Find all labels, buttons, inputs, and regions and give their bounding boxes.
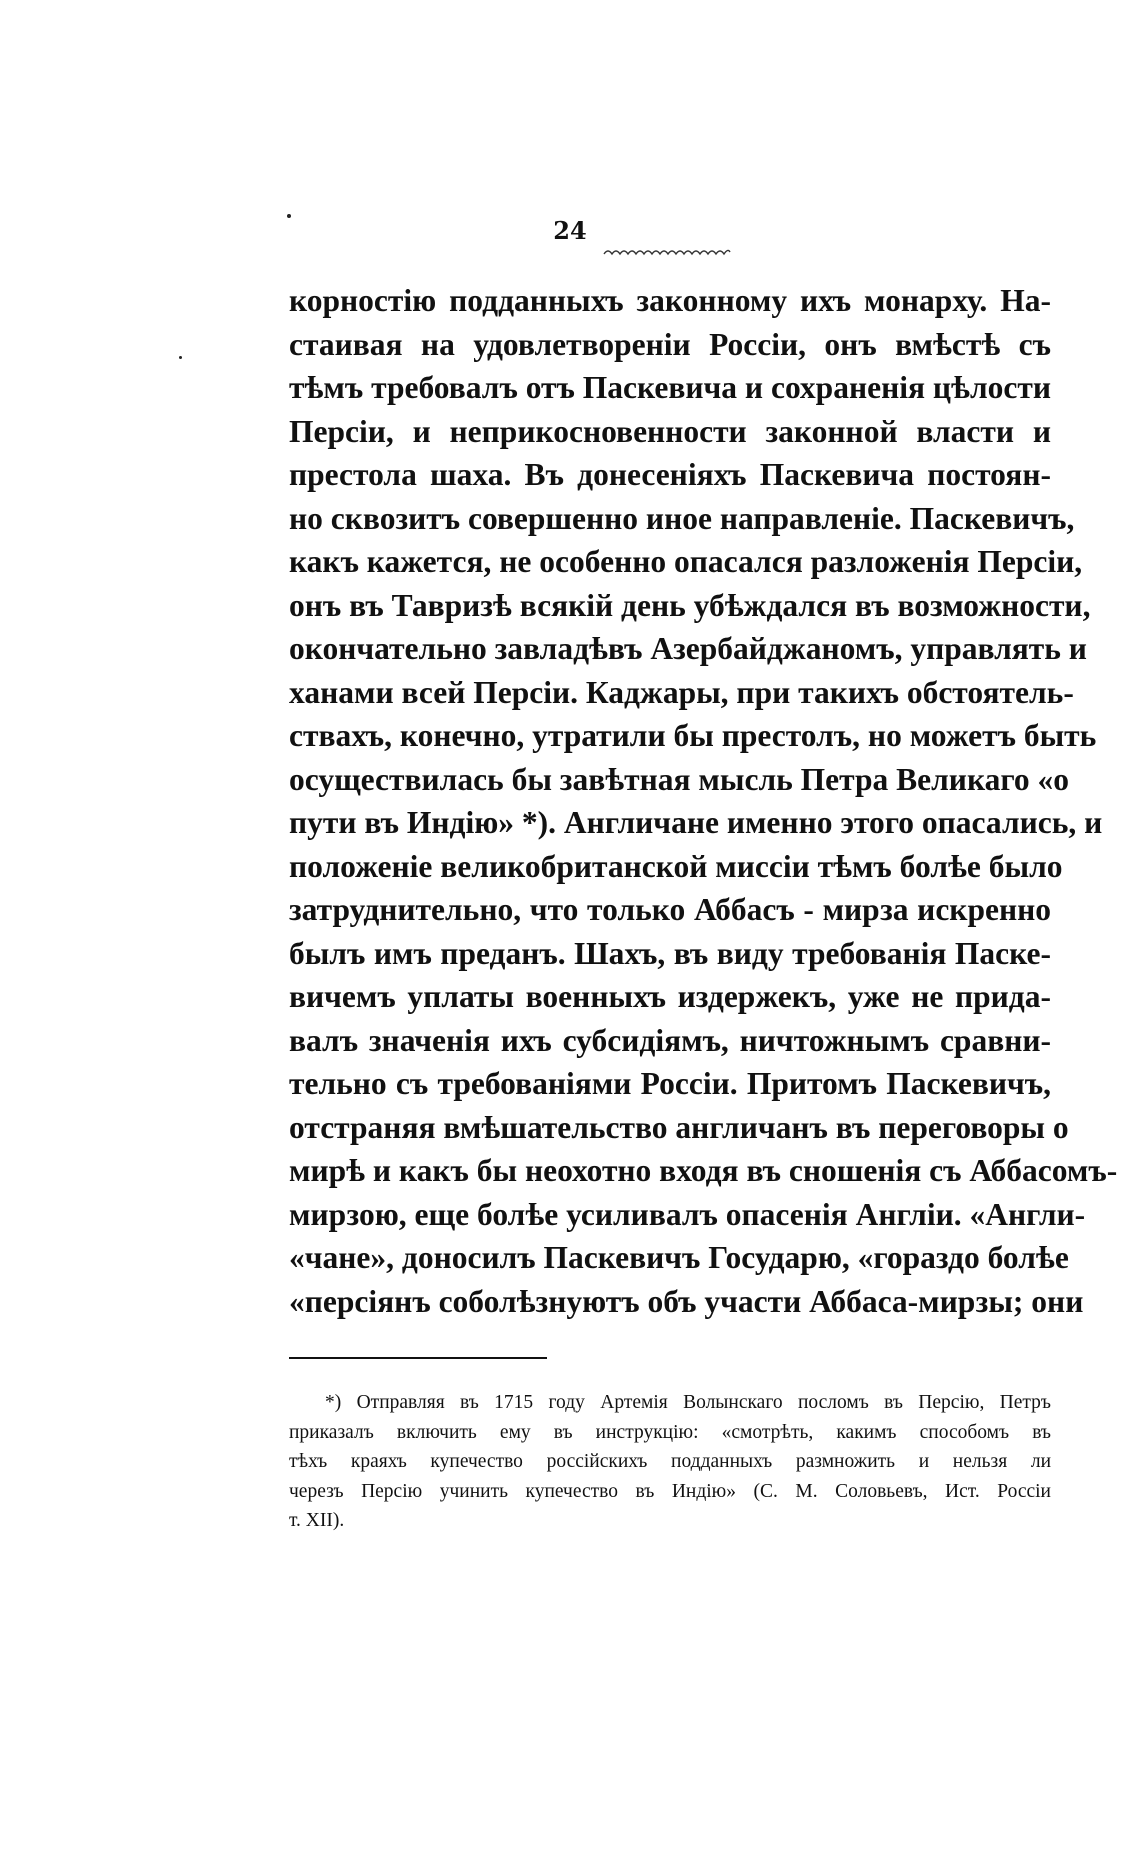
text-line: тельно съ требованіями Россіи. Притомъ Паскевичъ, xyxy=(289,1066,1051,1101)
footnote-line: приказалъ включить ему въ инструкцію: «смотрѣть, какимъ способомъ въ xyxy=(289,1421,1051,1443)
footnote-line: тѣхъ краяхъ купечество россійскихъ подданныхъ размножить и нельзя ли xyxy=(289,1451,1051,1472)
text-line: но сквозитъ совершенно иное направленіе. Паскевичъ, xyxy=(289,500,1075,536)
page-number-ornament xyxy=(602,246,732,258)
text-line: пути въ Индію» *). Англичане именно этого опасались, и xyxy=(289,805,1103,840)
text-line: былъ имъ преданъ. Шахъ, въ виду требованія Паске- xyxy=(289,935,1051,971)
main-text xyxy=(289,279,1118,1323)
text-line: ханами всей Персіи. Каджары, при такихъ обстоятель- xyxy=(289,674,1074,710)
text-line: положеніе великобританской миссіи тѣмъ болѣе было xyxy=(289,848,1063,884)
footnote-line: *) Отправляя въ 1715 году Артемія Волынскаго посломъ въ Персію, Петръ xyxy=(325,1392,1051,1413)
page-number: 24 xyxy=(553,216,587,245)
text-line: валъ значенія ихъ субсидіямъ, ничтожнымъ сравни- xyxy=(289,1022,1051,1058)
footnote-divider xyxy=(289,1357,547,1359)
text-line: вичемъ уплаты военныхъ издержекъ, уже не прида- xyxy=(289,979,1051,1014)
text-line: «чане», доносилъ Паскевичъ Государю, «гораздо болѣе xyxy=(289,1240,1069,1275)
text-line: ствахъ, конечно, утратили бы престолъ, но можетъ быть xyxy=(289,718,1097,753)
text-line: окончательно завладѣвъ Азербайджаномъ, управлять и xyxy=(289,631,1087,666)
text-line: затруднительно, что только Аббасъ - мирза искренно xyxy=(289,892,1051,927)
text-line: «персіянъ соболѣзнуютъ объ участи Аббаса-мирзы; они xyxy=(289,1283,1084,1319)
text-line: стаивая на удовлетвореніи Россіи, онъ вмѣстѣ съ xyxy=(289,326,1051,362)
text-line: мирѣ и какъ бы неохотно входя въ сношенія съ Аббасомъ- xyxy=(289,1153,1118,1188)
text-line: онъ въ Тавризѣ всякій день убѣждался въ возможности, xyxy=(289,587,1091,623)
text-line: Персіи, и неприкосновенности законной власти и xyxy=(289,413,1051,449)
text-line: осуществилась бы завѣтная мысль Петра Великаго «о xyxy=(289,761,1070,797)
footnote-line: черезъ Персію учинить купечество въ Индію» (С. М. Соловьевъ, Ист. Россіи xyxy=(289,1480,1051,1502)
text-line: отстраняя вмѣшательство англичанъ въ переговоры о xyxy=(289,1109,1069,1145)
text-line: корностію подданныхъ законному ихъ монарху. На- xyxy=(289,283,1051,318)
text-line: тѣмъ требовалъ отъ Паскевича и сохраненія цѣлости xyxy=(289,370,1051,405)
scan-speck xyxy=(179,356,182,359)
text-line: какъ кажется, не особенно опасался разложенія Персіи, xyxy=(289,544,1083,579)
footnote xyxy=(289,1388,1051,1536)
footnote-line: т. XII). xyxy=(289,1510,345,1531)
text-line: мирзою, еще болѣе усиливалъ опасенія Англіи. «Англи- xyxy=(289,1196,1086,1232)
text-line: престола шаха. Въ донесеніяхъ Паскевича постоян- xyxy=(289,457,1051,492)
